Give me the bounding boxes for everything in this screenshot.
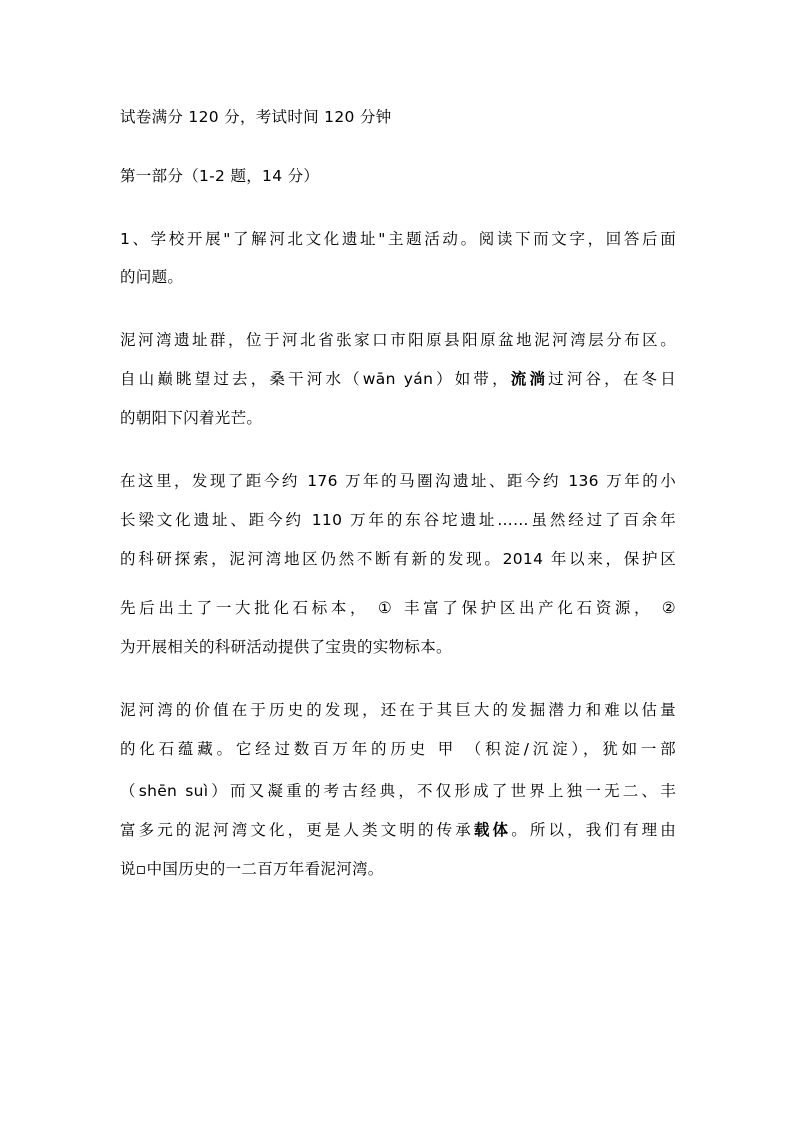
- paragraph-1-line-3: 的朝阳下闪着光芒。: [120, 409, 263, 427]
- paragraph-1-line-2: [120, 369, 676, 389]
- paragraph-3-line-4-pre: 富多元的泥河湾文化，更是人类文明的传承: [120, 821, 474, 839]
- paragraph-1-line-2-pre: 自山巅眺望过去，桑干河水（wān yán）如带，: [120, 370, 511, 388]
- paragraph-2-line-5: 为开展相关的科研活动提供了宝贵的实物标本。: [120, 638, 452, 656]
- paragraph-3-line-3: （shēn suì）而又凝重的考古经典，不仅形成了世界上独一无二、丰: [120, 782, 676, 800]
- part-title: 第一部分（1-2 题，14 分）: [120, 167, 320, 185]
- paragraph-2-line-3: 的科研探索，泥河湾地区仍然不断有新的发现。2014 年以来，保护区: [120, 550, 676, 568]
- question-1-line-2: 的问题。: [120, 268, 184, 286]
- paragraph-1-line-2-post: 过河谷，在冬日: [548, 370, 676, 388]
- paragraph-1-line-1: 泥河湾遗址群，位于河北省张家口市阳原县阳原盆地泥河湾层分布区。: [120, 331, 676, 349]
- bold-word-zaiti: 载体: [473, 821, 512, 839]
- question-1-line-1: 1、学校开展"了解河北文化遗址"主题活动。阅读下而文字，回答后面: [120, 230, 676, 248]
- exam-info: 试卷满分 120 分，考试时间 120 分钟: [120, 108, 392, 126]
- paragraph-2-line-4: 先后出土了一大批化石标本， ① 丰富了保护区出产化石资源， ②: [120, 599, 676, 617]
- paragraph-2-line-1: 在这里，发现了距今约 176 万年的马圈沟遗址、距今约 136 万年的小: [120, 472, 676, 490]
- paragraph-3-line-5: 说▫中国历史的一二百万年看泥河湾。: [120, 860, 384, 878]
- paragraph-3-line-4-post: 。所以，我们有理由: [511, 821, 677, 839]
- bold-word-liutang: 流淌: [510, 370, 549, 388]
- paragraph-3-line-1: 泥河湾的价值在于历史的发现，还在于其巨大的发掘潜力和难以估量: [120, 701, 676, 719]
- paragraph-3-line-4: [120, 820, 676, 840]
- paragraph-3-line-2: 的化石蕴藏。它经过数百万年的历史 甲 （积淀/沉淀），犹如一部: [120, 740, 676, 758]
- paragraph-2-line-2: 长梁文化遗址、距今约 110 万年的东谷坨遗址……虽然经过了百余年: [120, 511, 676, 529]
